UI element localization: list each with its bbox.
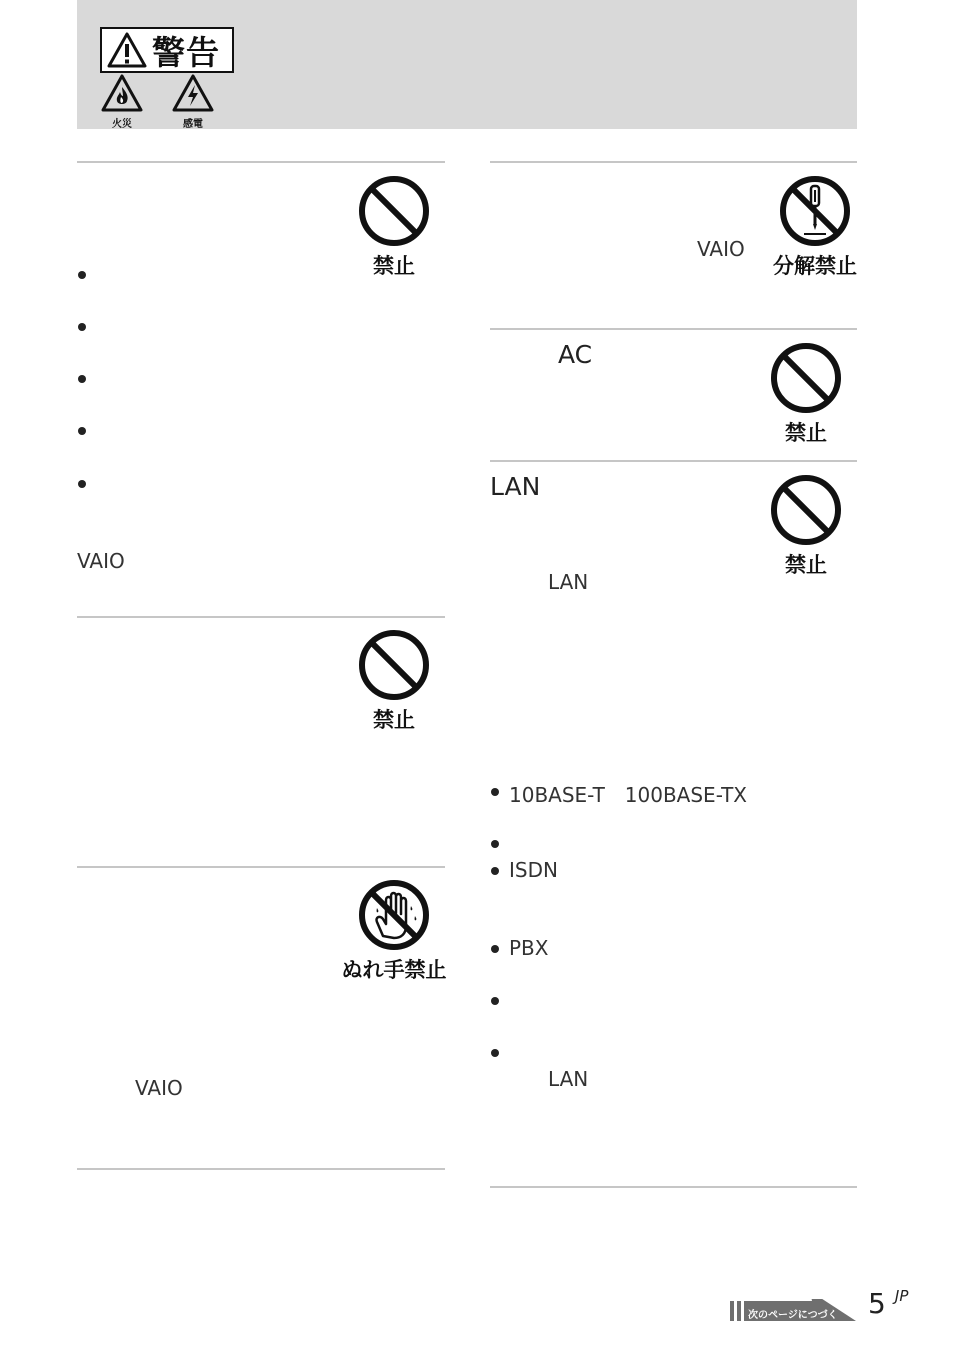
vaio-text: VAIO [135, 1076, 183, 1100]
bullet-text-ethernet: 10BASE-T 100BASE-TX [509, 783, 747, 807]
list-bullet [78, 427, 86, 435]
prohibition-sign [353, 174, 435, 280]
prohibition-sign [765, 473, 847, 579]
list-bullet [78, 271, 86, 279]
section-divider [77, 1168, 445, 1170]
vaio-text: VAIO [77, 549, 125, 573]
list-bullet [491, 1049, 499, 1057]
section-heading-lan: LAN [490, 472, 541, 501]
prohibition-label: 禁止 [785, 553, 827, 577]
section-divider [490, 1186, 857, 1188]
electric-shock-hazard [171, 73, 215, 130]
list-bullet [491, 945, 499, 953]
no-wet-hands-icon [357, 878, 431, 952]
list-bullet [491, 997, 499, 1005]
section-divider [490, 328, 857, 330]
prohibition-sign [765, 341, 847, 447]
list-bullet [78, 323, 86, 331]
fire-hazard-icon [100, 73, 144, 113]
list-bullet [491, 867, 499, 875]
no-disassembly-sign [766, 174, 864, 280]
bullet-text-pbx: PBX [509, 936, 549, 960]
continue-label: 次のページにつづく [748, 1310, 838, 1321]
list-bullet [78, 480, 86, 488]
no-wet-hands-sign [335, 878, 453, 984]
bullet-text-lan: LAN [548, 1067, 589, 1091]
no-disassembly-icon [778, 174, 852, 248]
page-number-suffix: JP [894, 1287, 909, 1305]
prohibition-sign [353, 628, 435, 734]
section-divider [490, 460, 857, 462]
prohibition-label: 禁止 [373, 254, 415, 278]
page-number-block [868, 1287, 908, 1320]
section-divider [490, 161, 857, 163]
section-heading-ac: AC [558, 340, 593, 369]
fire-hazard-label: 火災 [112, 119, 132, 130]
lan-text: LAN [548, 570, 589, 594]
warning-title: 警告 [152, 32, 220, 72]
fire-hazard [100, 73, 144, 130]
no-disassembly-label: 分解禁止 [773, 254, 857, 278]
list-bullet [491, 840, 499, 848]
warning-label-box [100, 27, 234, 73]
no-wet-hands-label: ぬれ手禁止 [341, 958, 447, 982]
section-divider [77, 866, 445, 868]
electric-shock-hazard-icon [171, 73, 215, 113]
prohibition-icon [357, 628, 431, 702]
list-bullet [491, 788, 499, 796]
prohibition-icon [769, 473, 843, 547]
prohibition-label: 禁止 [785, 421, 827, 445]
vaio-text: VAIO [697, 237, 745, 261]
warning-triangle-icon [106, 31, 148, 69]
section-divider [77, 161, 445, 163]
prohibition-label: 禁止 [373, 708, 415, 732]
prohibition-icon [769, 341, 843, 415]
page-number: 5 [868, 1287, 886, 1320]
electric-shock-hazard-label: 感電 [183, 119, 203, 130]
prohibition-icon [357, 174, 431, 248]
section-divider [77, 616, 445, 618]
bullet-text-isdn: ISDN [509, 858, 558, 882]
list-bullet [78, 375, 86, 383]
